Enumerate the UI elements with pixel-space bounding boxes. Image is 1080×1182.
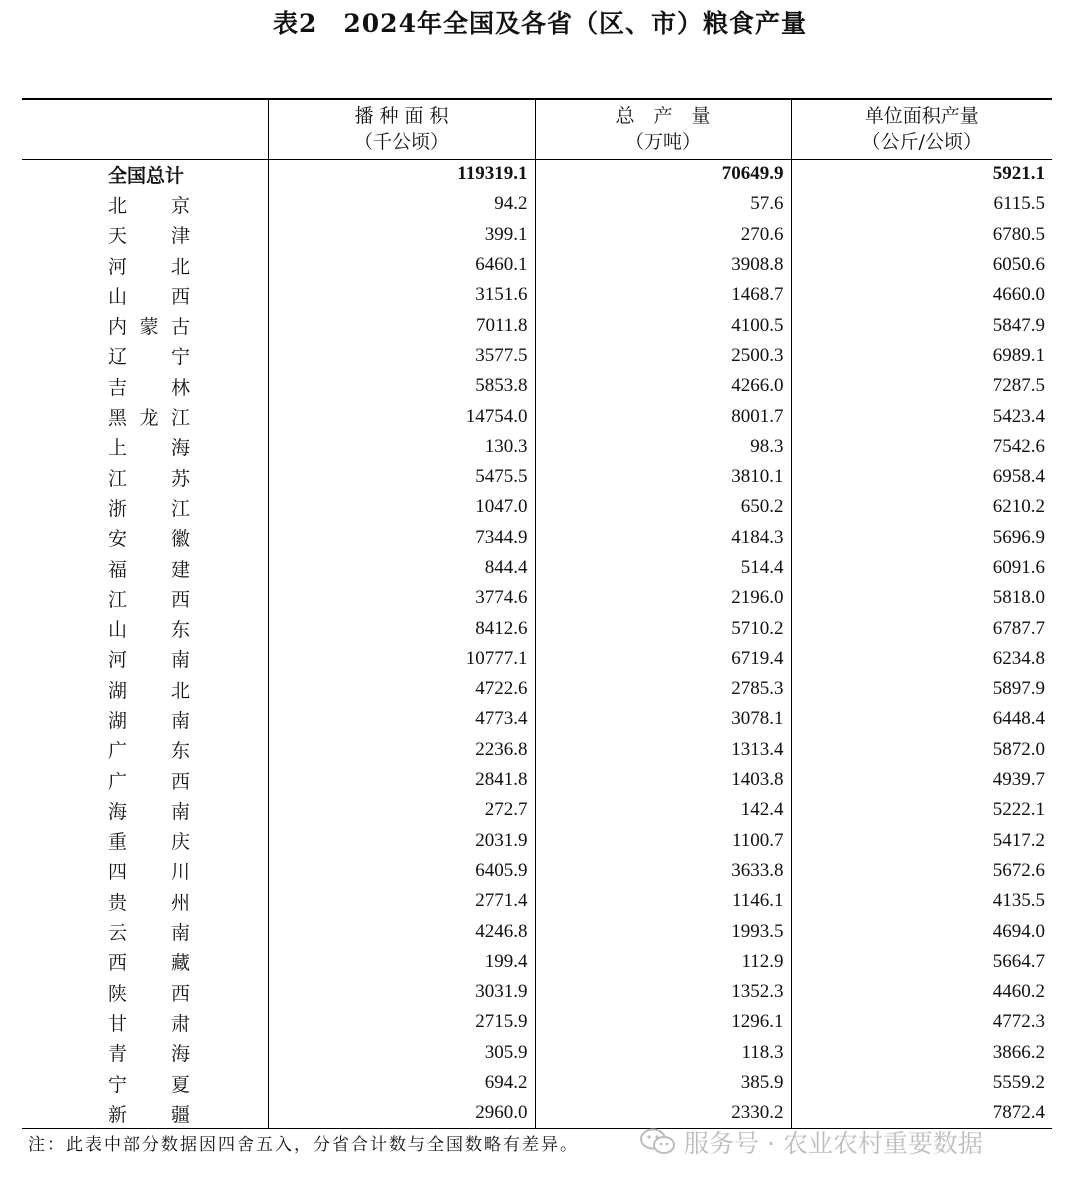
table-row [22,613,1052,643]
table-title: 表2 2024年全国及各省（区、市）粮食产量 [273,9,807,38]
region-name: 安 徽 [108,528,190,551]
output-value: 270.6 [535,220,791,250]
yield-value: 4660.0 [791,280,1052,310]
table-row [22,220,1052,250]
table-row [22,1007,1052,1037]
area-value: 4773.4 [268,704,535,734]
area-value: 2236.8 [268,735,535,765]
area-value: 7011.8 [268,310,535,340]
yield-value: 5423.4 [791,401,1052,431]
yield-value: 5921.1 [791,159,1052,189]
region-name: 广 东 [108,740,190,763]
yield-value: 5664.7 [791,947,1052,977]
yield-value: 4939.7 [791,765,1052,795]
region-name: 吉 林 [108,376,190,399]
output-value: 70649.9 [535,159,791,189]
table-row [22,341,1052,371]
area-value: 14754.0 [268,401,535,431]
output-value: 2196.0 [535,583,791,613]
table-row [22,916,1052,946]
output-value: 6719.4 [535,644,791,674]
area-value: 3774.6 [268,583,535,613]
output-value: 2330.2 [535,1098,791,1128]
region-name: 海 南 [108,800,190,823]
yield-value: 6787.7 [791,613,1052,643]
watermark [640,1124,983,1160]
region-name: 宁 夏 [108,1073,190,1096]
yield-value: 6234.8 [791,644,1052,674]
wechat-icon [640,1128,676,1156]
region-name: 重 庆 [108,831,190,854]
output-value: 3633.8 [535,856,791,886]
output-value: 1352.3 [535,977,791,1007]
region-name: 陕 西 [108,982,190,1005]
output-value: 1468.7 [535,280,791,310]
output-value: 57.6 [535,189,791,219]
area-value: 119319.1 [268,159,535,189]
region-name: 福 建 [108,558,190,581]
table-row [22,462,1052,492]
table-row [22,553,1052,583]
area-value: 2715.9 [268,1007,535,1037]
region-name: 全国总计 [108,164,185,187]
yield-value: 5696.9 [791,523,1052,553]
yield-value: 5559.2 [791,1068,1052,1098]
area-value: 94.2 [268,189,535,219]
area-value: 2031.9 [268,826,535,856]
table-header-row [22,99,1052,159]
yield-value: 7287.5 [791,371,1052,401]
region-name: 青 海 [108,1043,190,1066]
area-value: 2771.4 [268,886,535,916]
yield-value: 3866.2 [791,1038,1052,1068]
area-value: 8412.6 [268,613,535,643]
table-footnote: 注：此表中部分数据因四舍五入，分省合计数与全国数略有差异。 [28,1135,579,1155]
region-name: 浙 江 [108,497,190,520]
column-header-yield: 单位面积产量 （公斤/公顷） [791,99,1052,159]
area-value: 399.1 [268,220,535,250]
yield-value: 4772.3 [791,1007,1052,1037]
output-value: 1296.1 [535,1007,791,1037]
yield-value: 7872.4 [791,1098,1052,1128]
yield-value: 5818.0 [791,583,1052,613]
region-name: 贵 州 [108,891,190,914]
output-value: 4100.5 [535,310,791,340]
output-value: 118.3 [535,1038,791,1068]
table-row [22,856,1052,886]
output-value: 5710.2 [535,613,791,643]
area-value: 4722.6 [268,674,535,704]
table-row [22,401,1052,431]
yield-value: 5417.2 [791,826,1052,856]
area-value: 10777.1 [268,644,535,674]
yield-value: 5222.1 [791,795,1052,825]
table-row [22,1068,1052,1098]
table-row [22,644,1052,674]
yield-value: 6448.4 [791,704,1052,734]
output-value: 2500.3 [535,341,791,371]
output-value: 142.4 [535,795,791,825]
region-name: 云 南 [108,922,190,945]
area-value: 5475.5 [268,462,535,492]
output-value: 1993.5 [535,916,791,946]
output-value: 98.3 [535,432,791,462]
region-name: 上 海 [108,437,190,460]
region-name: 山 西 [108,285,190,308]
region-name: 湖 北 [108,679,190,702]
region-name: 山 东 [108,619,190,642]
region-name: 江 西 [108,588,190,611]
table-row [22,492,1052,522]
output-value: 650.2 [535,492,791,522]
region-column-header [22,99,268,159]
region-name: 四 川 [108,861,190,884]
table-row [22,310,1052,340]
area-value: 305.9 [268,1038,535,1068]
table-row [22,674,1052,704]
area-value: 1047.0 [268,492,535,522]
area-value: 844.4 [268,553,535,583]
table-row [22,432,1052,462]
area-value: 5853.8 [268,371,535,401]
region-name: 河 南 [108,649,190,672]
area-value: 199.4 [268,947,535,977]
table-row [22,765,1052,795]
yield-value: 5847.9 [791,310,1052,340]
output-value: 3908.8 [535,250,791,280]
region-name: 北 京 [108,194,190,217]
table-row [22,250,1052,280]
output-value: 8001.7 [535,401,791,431]
output-value: 112.9 [535,947,791,977]
yield-value: 4460.2 [791,977,1052,1007]
output-value: 2785.3 [535,674,791,704]
table-row [22,523,1052,553]
yield-value: 5672.6 [791,856,1052,886]
output-value: 1146.1 [535,886,791,916]
yield-value: 6989.1 [791,341,1052,371]
yield-value: 6210.2 [791,492,1052,522]
table-row [22,947,1052,977]
table-row [22,1038,1052,1068]
area-value: 6460.1 [268,250,535,280]
output-value: 514.4 [535,553,791,583]
yield-value: 6780.5 [791,220,1052,250]
area-value: 694.2 [268,1068,535,1098]
yield-value: 6091.6 [791,553,1052,583]
output-value: 3078.1 [535,704,791,734]
output-value: 1313.4 [535,735,791,765]
table-row [22,977,1052,1007]
column-header-output: 总 产 量 （万吨） [535,99,791,159]
yield-value: 6050.6 [791,250,1052,280]
region-name: 河 北 [108,255,190,278]
region-name: 西 藏 [108,952,190,975]
area-value: 272.7 [268,795,535,825]
yield-value: 7542.6 [791,432,1052,462]
table-row [22,189,1052,219]
area-value: 7344.9 [268,523,535,553]
table-row [22,886,1052,916]
grain-production-table [22,98,1052,1129]
yield-value: 6958.4 [791,462,1052,492]
region-name: 甘 肃 [108,1012,190,1035]
yield-value: 5897.9 [791,674,1052,704]
region-name: 新 疆 [22,1098,268,1128]
region-name: 湖 南 [108,709,190,732]
region-name: 广 西 [108,770,190,793]
area-value: 130.3 [268,432,535,462]
region-name: 天 津 [108,225,190,248]
area-value: 2841.8 [268,765,535,795]
table-row [22,704,1052,734]
table-row [22,371,1052,401]
area-value: 6405.9 [268,856,535,886]
table-row [22,583,1052,613]
area-value: 3577.5 [268,341,535,371]
region-name: 江 苏 [108,467,190,490]
region-name: 内 蒙 古 [108,316,190,339]
output-value: 4184.3 [535,523,791,553]
region-name: 辽 宁 [108,346,190,369]
output-value: 4266.0 [535,371,791,401]
region-name: 黑 龙 江 [108,407,190,430]
area-value: 3151.6 [268,280,535,310]
yield-value: 4694.0 [791,916,1052,946]
output-value: 1403.8 [535,765,791,795]
area-value: 2960.0 [268,1098,535,1128]
output-value: 1100.7 [535,826,791,856]
column-header-area: 播 种 面 积 （千公顷） [268,99,535,159]
yield-value: 6115.5 [791,189,1052,219]
area-value: 3031.9 [268,977,535,1007]
table-row [22,795,1052,825]
table-row [22,826,1052,856]
table-row [22,280,1052,310]
output-value: 3810.1 [535,462,791,492]
watermark-text: 服务号 · 农业农村重要数据 [684,1129,983,1158]
yield-value: 4135.5 [791,886,1052,916]
table-row [22,735,1052,765]
output-value: 385.9 [535,1068,791,1098]
area-value: 4246.8 [268,916,535,946]
yield-value: 5872.0 [791,735,1052,765]
total-row [22,159,1052,189]
